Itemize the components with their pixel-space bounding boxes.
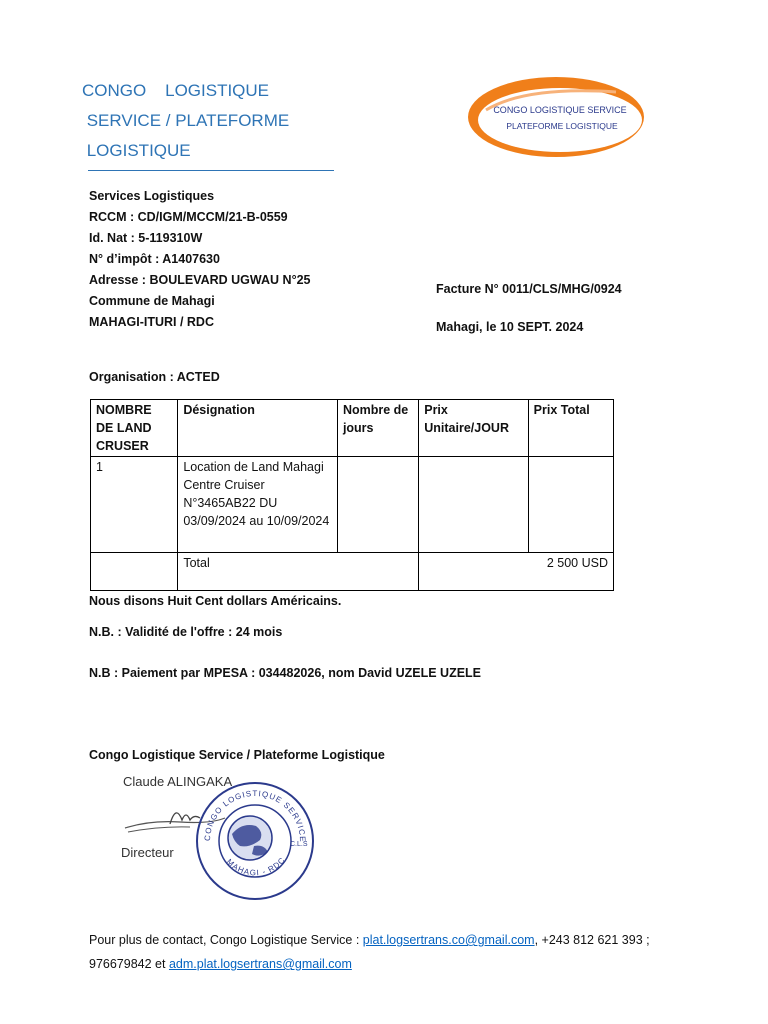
stamp-center-text: C.L.S xyxy=(290,841,308,848)
info-line: MAHAGI-ITURI / RDC xyxy=(89,315,214,329)
signatory-name: Claude ALINGAKA xyxy=(123,774,233,789)
col-header-unit-price: Prix Unitaire/JOUR xyxy=(419,400,528,457)
signatory-title: Directeur xyxy=(121,845,174,860)
col-header-qty: NOMBRE DE LAND CRUSER xyxy=(91,400,178,457)
contact-phones: , +243 812 621 393 ; xyxy=(534,933,650,947)
validity-note: N.B. : Validité de l'offre : 24 mois xyxy=(89,625,283,639)
col-header-days: Nombre de jours xyxy=(337,400,418,457)
amount-in-words: Nous disons Huit Cent dollars Américains. xyxy=(89,594,342,608)
stamp-bottom-text: MAHAGI - RDC xyxy=(224,855,288,878)
info-line: Services Logistiques xyxy=(89,189,215,203)
company-stamp xyxy=(190,776,320,906)
cell-empty xyxy=(91,553,178,591)
title-underline xyxy=(88,170,334,171)
table-header-row xyxy=(91,400,614,457)
admin-email-link[interactable]: adm.plat.logsertrans@gmail.com xyxy=(168,957,352,971)
logo-line1: CONGO LOGISTIQUE SERVICE xyxy=(493,105,627,115)
company-title-line: CONGO LOGISTIQUE xyxy=(82,81,270,100)
cell-total-price xyxy=(528,457,613,553)
stamp-top-text: CONGO LOGISTIQUE SERVICE xyxy=(202,788,308,843)
company-title xyxy=(82,76,342,166)
table-row xyxy=(91,457,614,553)
total-row xyxy=(91,553,614,591)
contact-prefix: Pour plus de contact, Congo Logistique Service : xyxy=(89,933,363,947)
cell-unit-price xyxy=(419,457,528,553)
cell-days xyxy=(337,457,418,553)
contact-phone2: 976679842 et xyxy=(89,957,169,971)
total-label: Total xyxy=(178,553,419,591)
cell-designation: Location de Land Mahagi Centre Cruiser N°3465AB22 DU 03/09/2024 au 10/09/2024 xyxy=(178,457,338,553)
company-info xyxy=(89,186,310,333)
company-title-line: SERVICE / PLATEFORME xyxy=(82,111,290,130)
invoice-table xyxy=(90,399,614,591)
info-line: RCCM : CD/IGM/MCCM/21-B-0559 xyxy=(89,210,288,224)
contact-block xyxy=(89,928,689,976)
signature-company: Congo Logistique Service / Plateforme Logistique xyxy=(89,748,385,762)
payment-note: N.B : Paiement par MPESA : 034482026, nom David UZELE UZELE xyxy=(89,666,482,680)
invoice-number: Facture N° 0011/CLS/MHG/0924 xyxy=(436,282,622,296)
col-header-total-price: Prix Total xyxy=(528,400,613,457)
info-line: Commune de Mahagi xyxy=(89,294,215,308)
company-title-line: LOGISTIQUE xyxy=(82,141,191,160)
cell-qty: 1 xyxy=(91,457,178,553)
info-line: Id. Nat : 5-119310W xyxy=(89,231,203,245)
info-line: N° d’impôt : A1407630 xyxy=(89,252,220,266)
info-line: Adresse : BOULEVARD UGWAU N°25 xyxy=(89,273,311,287)
col-header-designation: Désignation xyxy=(178,400,338,457)
invoice-date: Mahagi, le 10 SEPT. 2024 xyxy=(436,320,584,334)
total-value: 2 500 USD xyxy=(419,553,614,591)
company-logo xyxy=(466,70,646,160)
organisation: Organisation : ACTED xyxy=(89,370,220,384)
logo-line2: PLATEFORME LOGISTIQUE xyxy=(506,121,618,131)
contact-email-link[interactable]: plat.logsertrans.co@gmail.com xyxy=(362,933,535,947)
